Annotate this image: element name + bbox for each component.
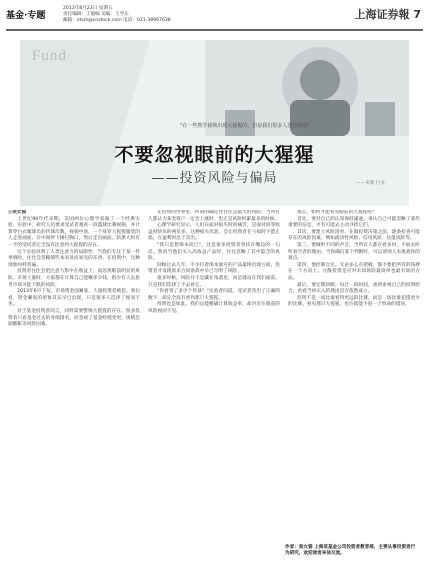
- paragraph: 对于基金投资者而言，同样需要警惕大猩猩的存在。很多投资者只看基金过去的业绩排名，而忽视了基金经理变更、规模急剧膨胀等风险因素。: [8, 308, 140, 328]
- paragraph: 第四，要控制仓位。无论多么有把握，都不要把所有的钱押在一个方向上。分散投资是应对未知风险最简单也最有效的方法。: [288, 262, 420, 281]
- author-byline: ◎美女猫: [8, 210, 27, 215]
- paragraph: 这个实验说明了人类注意力的局限性：当我们专注于某一件事情时，往往会忽略那些本来显而易见的东西。在投资中，这种现象同样普遍。: [8, 249, 140, 268]
- paragraph: "我只是想保本而已"，这是很多投资者常挂在嘴边的一句话。然而当他们买入高收益产品时，往往忽略了其中隐含的风险。: [148, 242, 280, 262]
- paragraph: 那么，如何才能看见眼前的大猩猩呢？: [297, 210, 377, 215]
- paragraph: 很多时候，风险并不是藏在角落里，而是就站在我们面前，只是我们选择了不去看它。: [148, 275, 280, 288]
- paragraph: 2013年6月下旬，市场资金面紧张，大量投资者被套。事后看，资金紧张的迹象其实早已出现，只是很多人选择了视而不见。: [8, 289, 140, 308]
- header-date-line: 2013年8月23日 星期五: [63, 6, 113, 11]
- article-column-1: [8, 210, 140, 575]
- paragraph: 第三，要倾听不同的声音。当所有人都在看多时，不妨去听听看空者的理由；当你确信某个判断时，可以请别人来挑战你的观点。: [288, 242, 420, 262]
- paragraph: 心理学研究显示，人们在面对损失时的痛苦，是面对同等收益时快乐的两倍多。这种损失厌恶，会让投资者在亏损时不愿止损，在盈利时急于卖出。: [148, 223, 280, 242]
- hero-banner: [20, 40, 409, 206]
- paragraph: 投资也是如此。我们总能精确计算收益率，却对近在眼前的风险视而不见。: [148, 302, 280, 314]
- article-body: [8, 210, 420, 575]
- section-title: 基金·专题: [6, 11, 46, 21]
- paragraph: 投资者往往会把注意力集中在收益上，而忽视眼前明显的风险。市场上涨时，大家都在计算自己能赚多少钱，很少有人去思考市场可能下跌的风险。: [8, 269, 140, 288]
- article-column-2: [148, 210, 280, 575]
- header-divider: [6, 29, 423, 31]
- headline: 不要忽视眼前的大猩猩: [114, 144, 315, 166]
- page-header: [0, 0, 429, 40]
- header-contact: 邮箱：xtsm@cnstock.com 电话：021-38967638: [63, 18, 171, 23]
- hero-tag: Fund: [32, 48, 67, 64]
- paragraph: "你看到了多少个传球？"实验者问道。受试者答出了正确的数字，却完全没有看到那只大猩猩。: [148, 289, 280, 301]
- hero-credit: ——来源 行业: [355, 181, 385, 186]
- paragraph: 回顾过去几年，不少打着保本旗号的产品最终出现亏损，投资者才发现原来合同条款中早已写明了风险。: [148, 262, 280, 275]
- paragraph: 首先，要对自己的认知保持谦逊。承认自己可能忽略了某些重要的信息，才有可能去主动寻找它们。: [288, 216, 420, 229]
- masthead: 上海证券報 7: [354, 8, 421, 21]
- header-editor-line: 责任编辑：王敏编 美编：王学东: [63, 12, 129, 17]
- subheadline: ——投资风险与偏局: [151, 171, 278, 186]
- article-column-3: [288, 210, 420, 540]
- paragraph: 最后，要定期回顾。每过一段时间，重新审视自己的投资组合，看看当初买入的理由是否依然成立。: [288, 282, 420, 295]
- paragraph: 其次，要建立风险清单。在做投资决策之前，逐条检查可能存在的风险因素，例如流动性风险、信用风险、估值风险等。: [288, 229, 420, 242]
- paragraph: 在投资的世界里，所谓的确定性往往是最大的风险。当所有人都认为某类资产一定会上涨时，也正是风险积累最多的时候。: [148, 210, 280, 222]
- paragraph: 上世纪90年代末期，美国两位心理学家做了一个经典实验。实验中，研究人员要求受试者观看一段篮球比赛视频，并计算穿白衣服球员的传球次数。视频中途，一个身穿大猩猩服装的人走进画面，在中间停下捶打胸口，然后走出画面。结果大约有一半的受试者完全没有注意到大猩猩的存在。: [8, 216, 140, 248]
- header-meta: [63, 6, 171, 24]
- paragraph: 投资不是一场比谁看得更远的比赛，而是一场比谁犯错更少的比赛。看见那只大猩猩，也许就能少犯一个致命的错误。: [288, 295, 420, 308]
- author-bio: 作者：美女猫 上海某基金公司投资者教育部，主要从事投资者行为研究，欢迎读者来信交流。: [285, 545, 416, 557]
- hero-photo-caption: "在一些教学视频出现大猩猩的，但是我们很多人没有看见": [180, 123, 310, 129]
